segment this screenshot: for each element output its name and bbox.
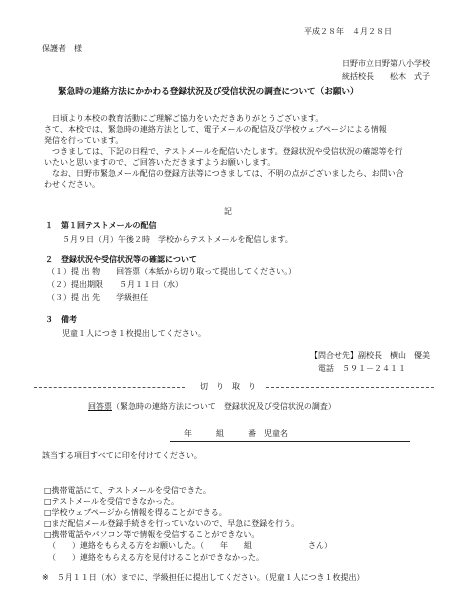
body-line: つきましては、下記の日程で、テストメールを配信いたします。登録状況や受信状況の確認等を行 [52, 147, 403, 156]
name-line-label: 年 組 番 児童名 [184, 429, 288, 438]
section-2-heading: ２ 登録状況や受信状況等の確認について [45, 255, 197, 264]
cut-line-left [34, 387, 185, 388]
principal-name: 統括校長 松木 式子 [342, 72, 430, 81]
recipient: 保護者 様 [42, 44, 82, 53]
section-1-detail: ５月９日（月）午後２時 学校からテストメールを配信します。 [62, 235, 293, 244]
submission-note: ※ ５月１１日（水）までに、学級担任に提出してください。（児童１人につき１枚提出） [42, 573, 365, 582]
response-option[interactable]: □携帯電話にて、テストメールを受信できた。 [44, 486, 211, 495]
section-2-item: （２）提出期限 ５月１１日（水） [47, 280, 183, 289]
section-2-item: （３）提 出 先 学級担任 [47, 293, 149, 302]
form-title-rest: （緊急時の連絡方法について 登録状況及び受信状況の調査） [112, 402, 336, 411]
cut-label: 切 り 取 り [200, 382, 256, 391]
body-line: なお、日野市緊急メール配信の登録方法等につきましては、不明の点がございましたら、お問い合 [52, 169, 404, 178]
document-title: 緊急時の連絡方法にかかわる登録状況及び受信状況の調査について（お願い） [58, 87, 359, 97]
contact-phone: 電話 ５９１－２４１１ [318, 364, 406, 373]
response-option[interactable]: （ ）連絡をもらえる方を見付けることができなかった。 [48, 553, 264, 562]
response-option[interactable]: □テストメールを受信できなかった。 [44, 497, 179, 506]
school-name: 日野市立日野第八小学校 [342, 59, 430, 68]
form-instruction: 該当する項目すべてに印を付けてください。 [42, 451, 202, 460]
section-1-heading: １ 第１回テストメールの配信 [45, 221, 157, 230]
response-option[interactable]: （ ）連絡をもらえる方をお願いした。（ 年 組 さん） [48, 541, 332, 550]
section-2-item: （１）提 出 物 回答票（本紙から切り取って提出してください。） [47, 267, 297, 276]
ki-marker: 記 [224, 207, 232, 216]
section-3-heading: ３ 備考 [45, 315, 77, 324]
body-line: 日頃より本校の教育活動にご理解ご協力をいただきありがとうございます。 [52, 114, 324, 123]
body-line: いたいと思いますので、ご回答いただきますようお願いします。 [44, 158, 276, 167]
body-line: わせください。 [44, 180, 100, 189]
response-option[interactable]: □携帯電話やパソコン等で情報を受信することができない。 [44, 530, 260, 539]
response-option[interactable]: □まだ配信メール登録手続きを行っていないので、早急に登録を行う。 [44, 519, 300, 528]
issue-date: 平成２８年 ４月２８日 [304, 27, 392, 36]
body-line: さて、本校では、緊急時の連絡方法として、電子メールの配信及び学校ウェブページによる情報 [44, 125, 387, 134]
form-title-label: 回答票 [88, 402, 112, 411]
cut-line-right [266, 387, 434, 388]
body-line: 発信を行っています。 [44, 136, 124, 145]
contact-person: 【問合せ先】副校長 横山 優美 [310, 351, 430, 360]
name-underline [170, 441, 410, 442]
form-title [88, 403, 336, 411]
section-3-detail: 児童１人につき１枚提出してください。 [62, 329, 206, 338]
response-option[interactable]: □学校ウェブページから情報を得ることができる。 [44, 508, 227, 517]
